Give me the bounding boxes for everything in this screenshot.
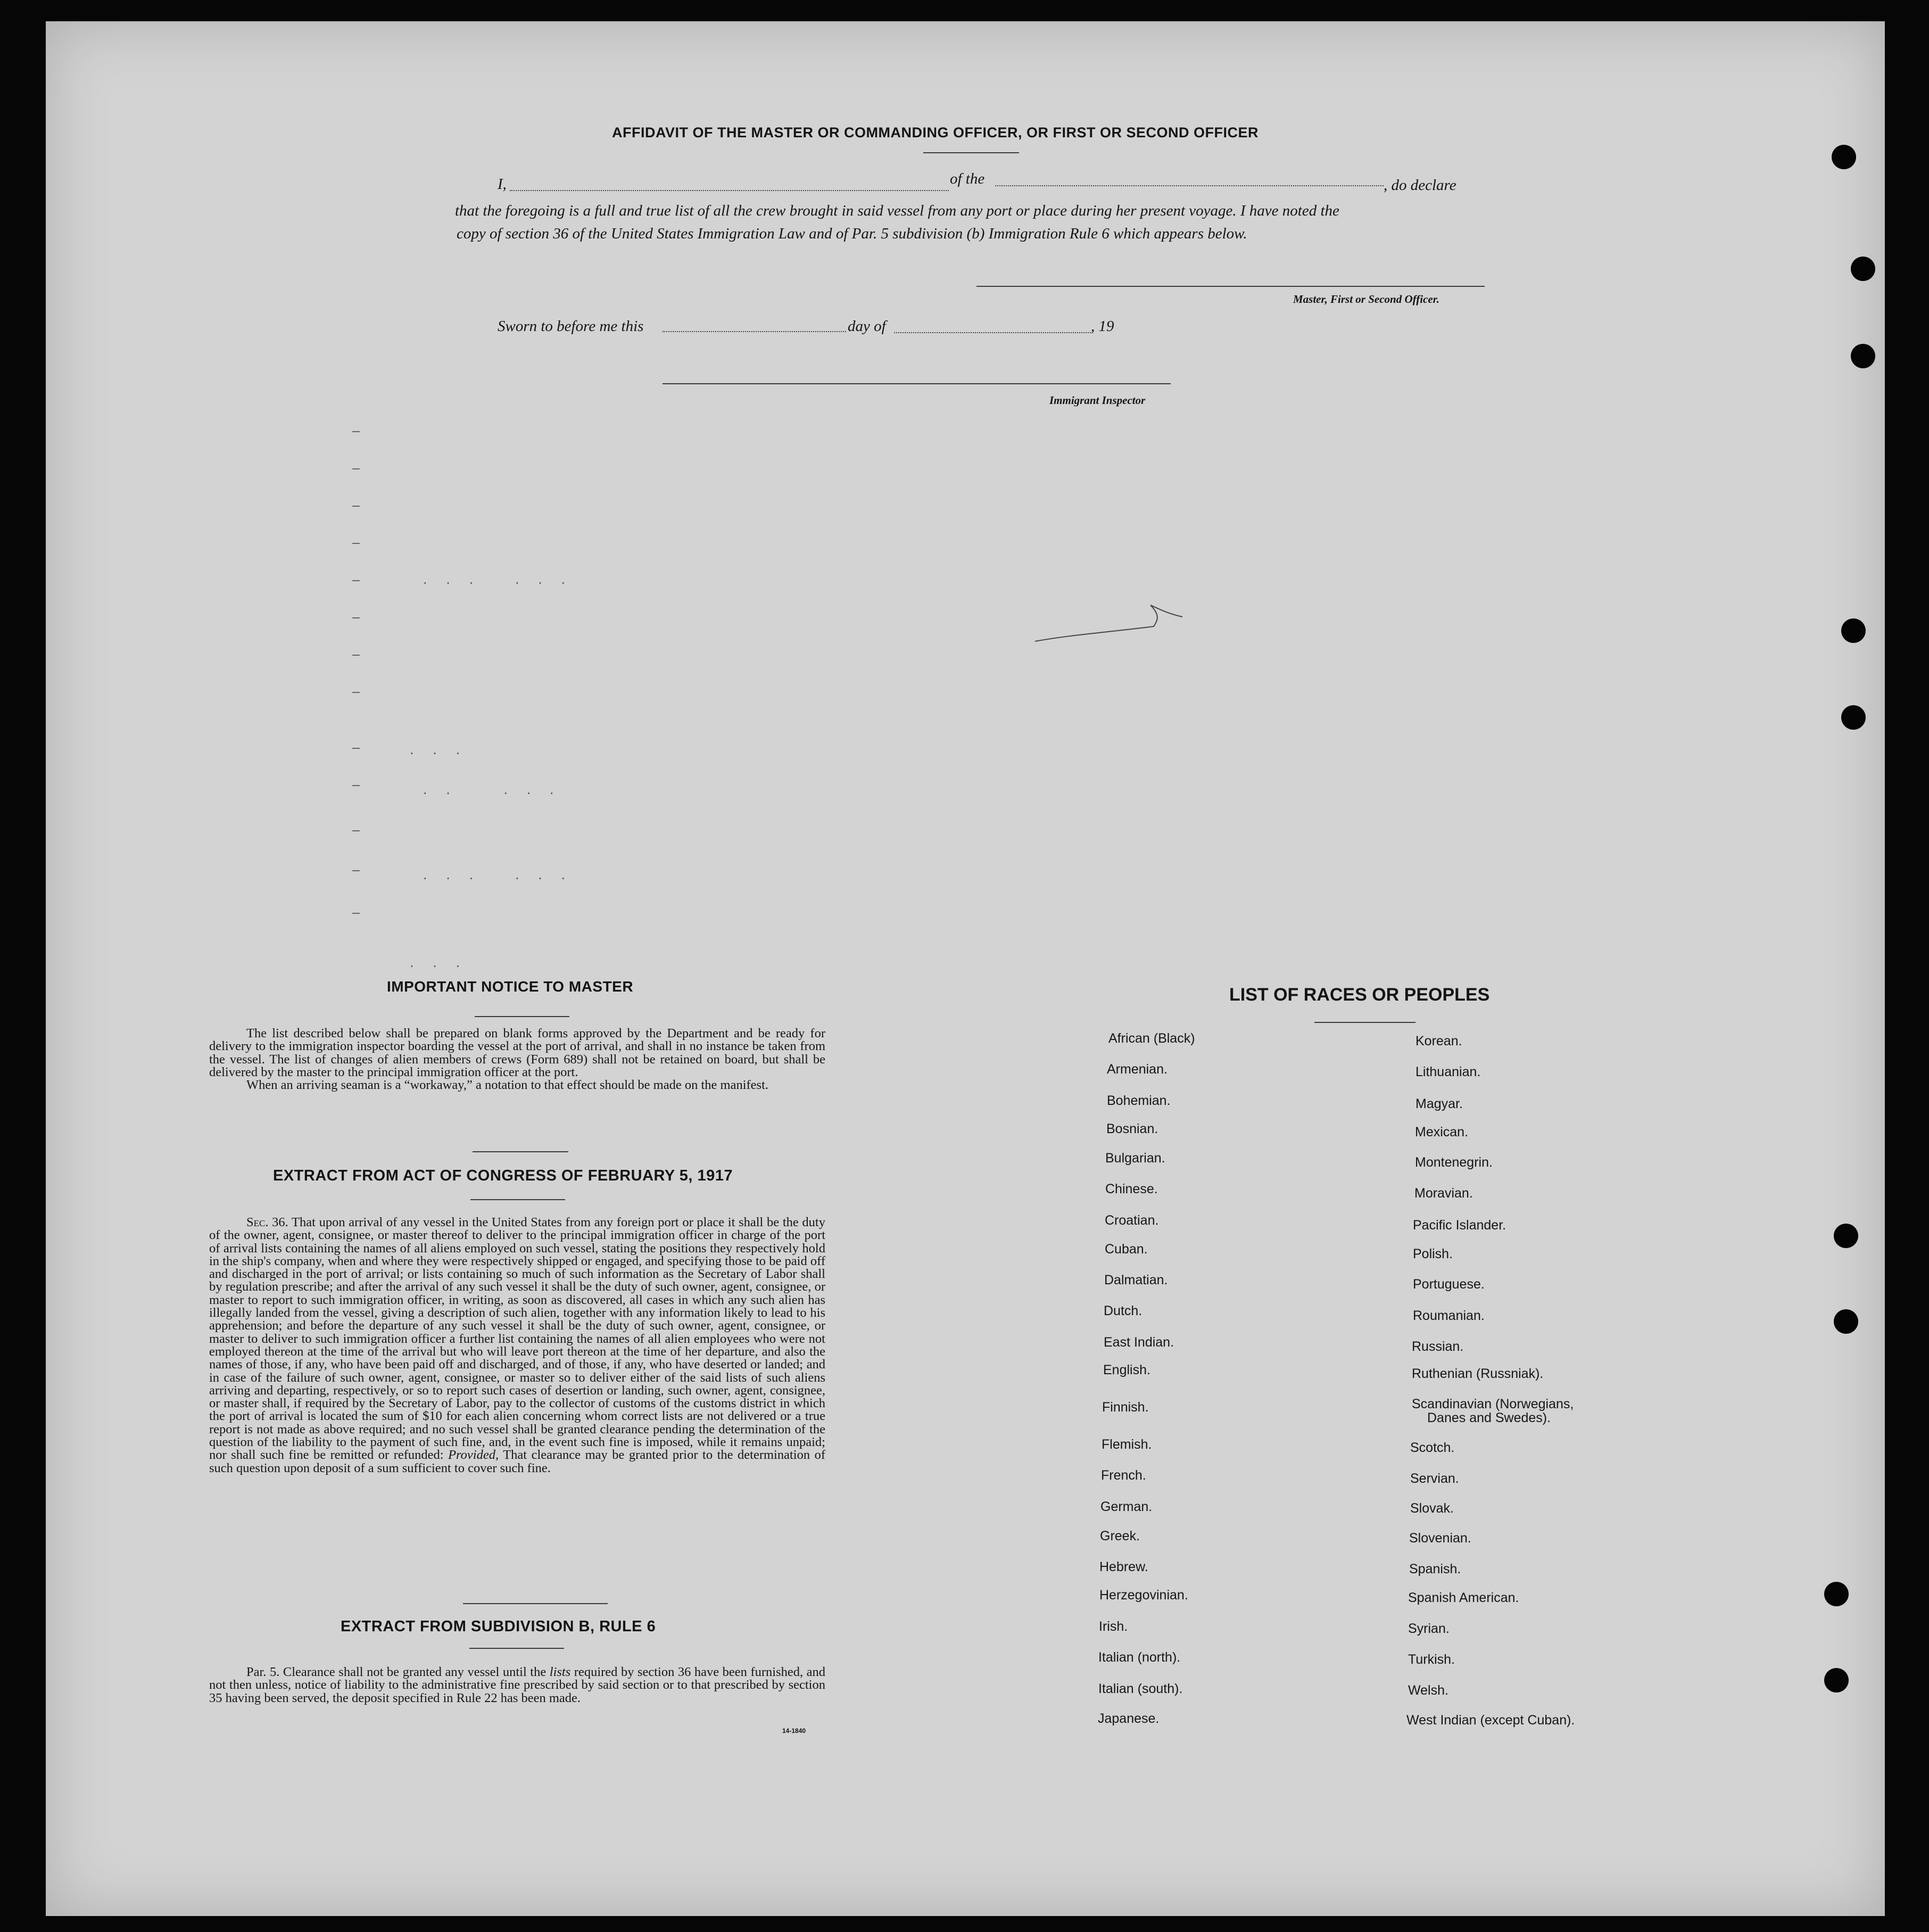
race-item: Pacific Islander. xyxy=(1413,1218,1506,1233)
punch-hole xyxy=(1841,618,1866,643)
race-item: Japanese. xyxy=(1098,1711,1160,1726)
race-item: Finnish. xyxy=(1102,1400,1149,1415)
divider xyxy=(475,1016,569,1017)
margin-mark xyxy=(352,543,360,544)
sworn-month-blank[interactable] xyxy=(894,332,1091,333)
race-item: Armenian. xyxy=(1107,1062,1168,1077)
vessel-of-label: of the xyxy=(950,170,985,187)
race-item: Roumanian. xyxy=(1413,1308,1485,1323)
race-item: Hebrew. xyxy=(1099,1559,1148,1574)
margin-mark xyxy=(352,431,360,432)
margin-mark xyxy=(352,830,360,831)
race-item: Croatian. xyxy=(1105,1213,1159,1228)
punch-hole xyxy=(1824,1582,1849,1606)
vessel-name-blank[interactable] xyxy=(995,185,1384,186)
section-label: Sec. 36. xyxy=(246,1215,288,1229)
rule-text: Par. 5. Clearance shall not be granted any vessel until the xyxy=(246,1665,547,1679)
margin-dots: . . . xyxy=(410,742,468,757)
form-number: 14-1840 xyxy=(782,1727,806,1735)
race-item: Scandinavian (Norwegians, xyxy=(1412,1397,1574,1411)
race-item: Irish. xyxy=(1099,1619,1128,1634)
notice-title: IMPORTANT NOTICE TO MASTER xyxy=(387,978,634,995)
race-item: Lithuanian. xyxy=(1415,1064,1481,1079)
margin-mark xyxy=(352,468,360,469)
inspector-label: Immigrant Inspector xyxy=(1049,394,1146,407)
races-title: LIST OF RACES OR PEOPLES xyxy=(1229,985,1490,1005)
punch-hole xyxy=(1824,1668,1849,1692)
punch-hole xyxy=(1834,1309,1858,1334)
divider xyxy=(463,1603,608,1604)
punch-hole xyxy=(1841,705,1866,730)
race-item: Dutch. xyxy=(1104,1303,1143,1318)
section-text: That upon arrival of any vessel in the United States from any foreign port or place it shall be the duty of the owner, agent, consignee, or master thereof to deliver to the principal immigration officer in charge of the port of arrival lists containing the names of all aliens employed on such vessel, stating the positions they respectively hold in the ship's company, when and where they were respectively shipped or engaged, and specifying those to be paid off and discharged in the port of arrival; or lists containing so much of such information as the Secretary of Labor shall by regulation prescribe; and after the arrival of any such vessel it shall be the duty of such owner, agent, consignee, or master to report to such immigration officer, in writing, as soon as discovered, all cases in which any such alien has illegally landed from the vessel, giving a description of such alien, together with any information likely to lead to his apprehension; and before the departure of any such vessel it shall be the duty of such owner, agent, consignee, or master to deliver to such immigration officer a further list containing the names of all alien employees who were not employed thereon at the time of the arrival but who will leave port thereon at the time of her departure, and also the names of those, if any, who have been paid off and discharged, and of those, if any, who have deserted or landed; and in case of the failure of such owner, agent, consignee, or master so to deliver either of the said lists of such aliens arriving and departing, respectively, or so to report such cases of desertion or landing, such owner, agent, consignee, or master shall, if required by the Secretary of Labor, pay to the collector of customs of the customs district in which the port of arrival is located the sum of $10 for each alien concerning whom correct lists are not delivered or a true report is not made as above required; and no such vessel shall be granted clearance pending the determination of the question of the liability to the payment of such fine, and, in the event such fine is imposed, while it remains unpaid; nor shall such fine be remitted or refunded: xyxy=(209,1215,825,1463)
margin-mark xyxy=(352,748,360,749)
race-item: Moravian. xyxy=(1414,1186,1473,1201)
declarant-prefix: I, xyxy=(498,176,507,193)
rule-extract-body xyxy=(209,1666,825,1705)
punch-hole xyxy=(1851,257,1875,281)
race-item: French. xyxy=(1101,1468,1146,1483)
race-item: Bosnian. xyxy=(1106,1121,1158,1136)
margin-mark xyxy=(352,692,360,693)
divider xyxy=(470,1199,565,1200)
margin-mark xyxy=(352,506,360,507)
margin-dots: . . . . . . xyxy=(423,572,573,587)
form-sheet xyxy=(46,21,1885,1916)
race-item: Magyar. xyxy=(1415,1096,1463,1111)
divider xyxy=(469,1648,564,1649)
race-item: Dalmatian. xyxy=(1104,1273,1168,1287)
margin-mark xyxy=(352,913,360,914)
affidavit-title: AFFIDAVIT OF THE MASTER OR COMMANDING OFFICER, OR FIRST OR SECOND OFFICER xyxy=(612,125,1259,141)
declare-text: , do declare xyxy=(1384,177,1456,194)
margin-mark xyxy=(352,580,360,581)
race-item: Flemish. xyxy=(1102,1437,1152,1452)
race-item: Syrian. xyxy=(1408,1621,1450,1636)
race-item: Russian. xyxy=(1412,1339,1464,1354)
provided-word: Provided, xyxy=(448,1448,499,1463)
rule-text-end: required by section 36 have been furnished, and not then unless, notice of liability to the administrative fine prescribed by said section or to that prescribed by section 35 having been served, the deposit specified in Rule 22 has been made. xyxy=(209,1665,826,1705)
punch-hole xyxy=(1832,145,1856,169)
day-of-label: day of xyxy=(848,318,886,335)
margin-dots: . . . . . . xyxy=(423,868,573,882)
declarant-name-blank[interactable] xyxy=(510,190,949,191)
inspector-signature-line[interactable] xyxy=(663,383,1171,384)
race-item: Spanish American. xyxy=(1408,1590,1519,1605)
act-extract-body xyxy=(209,1216,825,1475)
race-item: Ruthenian (Russniak). xyxy=(1412,1366,1544,1381)
notice-body xyxy=(209,1027,825,1092)
race-item: Montenegrin. xyxy=(1415,1155,1493,1170)
year-label: , 19 xyxy=(1091,318,1114,335)
divider xyxy=(473,1151,568,1152)
pencil-mark xyxy=(1032,599,1187,647)
divider xyxy=(1314,1022,1415,1023)
margin-dots: . . . xyxy=(410,955,468,970)
race-item: African (Black) xyxy=(1108,1031,1195,1046)
punch-hole xyxy=(1834,1224,1858,1248)
race-item: East Indian. xyxy=(1104,1335,1174,1350)
affidavit-statement-line: copy of section 36 of the United States Immigration Law and of Par. 5 subdivision (b) Immigration Rule 6 which appears below. xyxy=(457,225,1247,242)
master-signature-label: Master, First or Second Officer. xyxy=(1293,293,1439,306)
rule-extract-title: EXTRACT FROM SUBDIVISION B, RULE 6 xyxy=(341,1618,656,1635)
race-item: Greek. xyxy=(1100,1529,1140,1543)
race-item-continuation: Danes and Swedes). xyxy=(1427,1410,1551,1425)
act-extract-title: EXTRACT FROM ACT OF CONGRESS OF FEBRUARY 5, 1917 xyxy=(273,1167,733,1184)
race-item: English. xyxy=(1103,1363,1150,1377)
race-item: Slovak. xyxy=(1410,1501,1454,1516)
race-item: Slovenian. xyxy=(1409,1531,1471,1546)
race-item: Korean. xyxy=(1415,1034,1462,1048)
race-item: German. xyxy=(1100,1499,1153,1514)
margin-mark xyxy=(352,785,360,786)
race-item: Bulgarian. xyxy=(1105,1151,1165,1166)
race-item: Bohemian. xyxy=(1107,1093,1171,1108)
margin-mark xyxy=(352,870,360,871)
race-item: West Indian (except Cuban). xyxy=(1406,1713,1575,1728)
section-text-end: That clearance may be granted prior to the determination of such question upon deposit of a sum sufficient to cover such fine. xyxy=(209,1448,826,1475)
race-item: Scotch. xyxy=(1410,1440,1455,1455)
margin-mark xyxy=(352,655,360,656)
lists-word: lists xyxy=(549,1665,571,1679)
affidavit-statement-line: that the foregoing is a full and true list of all the crew brought in said vessel from any port or place during her present voyage. I have noted the xyxy=(455,202,1339,219)
master-signature-line[interactable] xyxy=(976,286,1485,287)
notice-paragraph: When an arriving seaman is a “workaway,” a notation to that effect should be made on the manifest. xyxy=(246,1078,769,1093)
race-item: Polish. xyxy=(1413,1246,1453,1261)
race-item: Turkish. xyxy=(1408,1652,1455,1667)
race-item: Mexican. xyxy=(1415,1125,1469,1140)
race-item: Portuguese. xyxy=(1413,1277,1485,1292)
sworn-day-blank[interactable] xyxy=(663,331,846,332)
race-item: Herzegovinian. xyxy=(1099,1588,1188,1603)
race-item: Italian (south). xyxy=(1098,1681,1183,1696)
margin-dots: . . . . . xyxy=(423,782,561,797)
race-item: Welsh. xyxy=(1408,1683,1448,1698)
sworn-label: Sworn to before me this xyxy=(498,318,644,335)
notice-paragraph: The list described below shall be prepared on blank forms approved by the Department and be ready for delivery to the immigration inspector boarding the vessel at the port of arrival, and shall in no instance be taken from the vessel. The list of changes of alien members of crews (Form 689) shall not be retained on board, but shall be delivered by the master to the principal immigration officer at the port. xyxy=(209,1026,825,1079)
divider xyxy=(923,152,1019,153)
margin-mark xyxy=(352,617,360,618)
race-item: Chinese. xyxy=(1105,1182,1158,1196)
punch-hole xyxy=(1851,344,1875,368)
race-item: Spanish. xyxy=(1409,1562,1461,1576)
race-item: Cuban. xyxy=(1105,1242,1148,1257)
race-item: Servian. xyxy=(1410,1471,1459,1486)
race-item: Italian (north). xyxy=(1098,1650,1181,1665)
